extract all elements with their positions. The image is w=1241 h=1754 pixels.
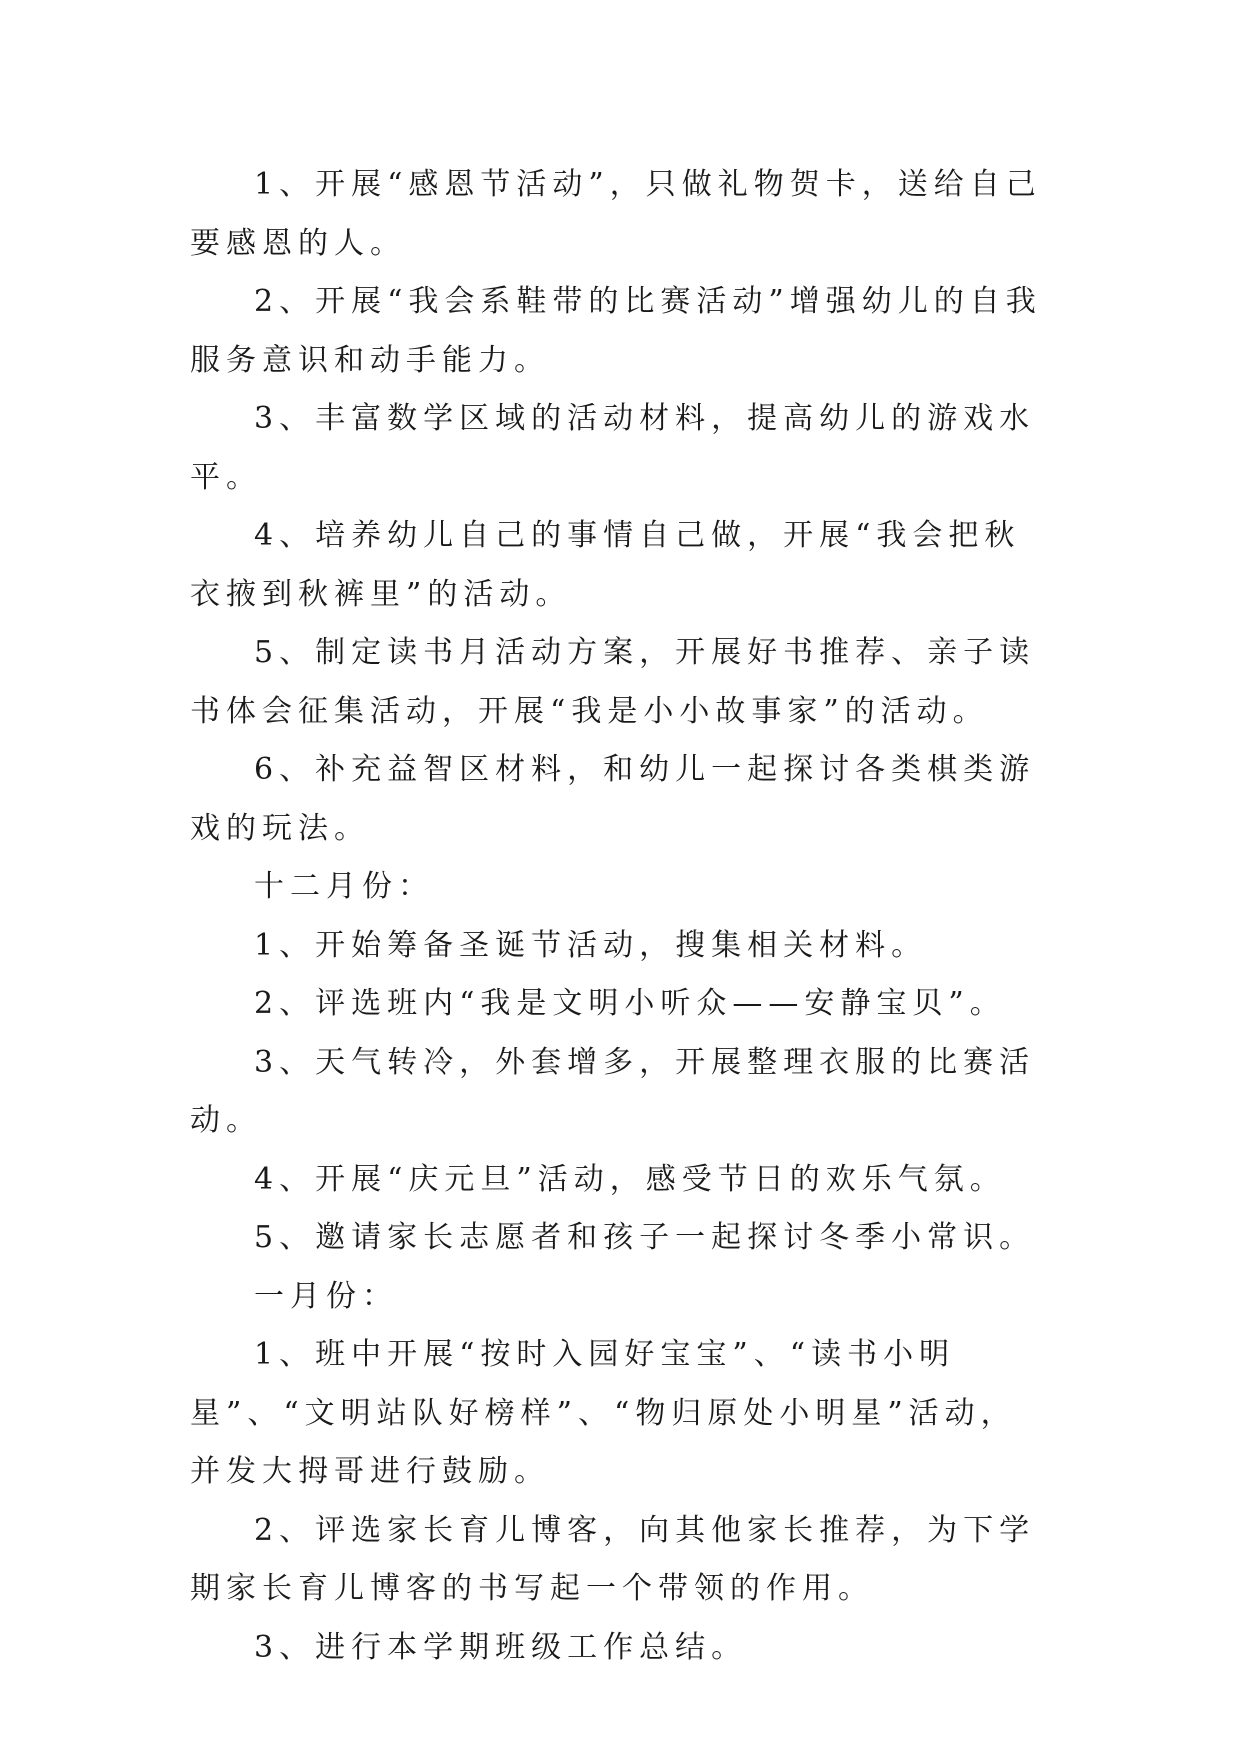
paragraph-dec-3: 3、天气转冷，外套增多，开展整理衣服的比赛活动。: [190, 1044, 1036, 1138]
paragraph-dec-4: 4、开展“庆元旦”活动，感受节日的欢乐气氛。: [254, 1161, 1006, 1197]
paragraph-dec-5: 5、邀请家长志愿者和孩子一起探讨冬季小常识。: [254, 1220, 1036, 1255]
paragraph-dec-2: 2、评选班内“我是文明小听众——安静宝贝”。: [254, 986, 1006, 1021]
paragraph-jan-1: 1、班中开展“按时入园好宝宝”、“读书小明星”、“文明站队好榜样”、“物归原处小明星”活动，并发大拇哥进行鼓励。: [190, 1337, 1017, 1489]
paragraph-jan-3: 3、进行本学期班级工作总结。: [254, 1629, 748, 1665]
paragraph-nov-6: 6、补充益智区材料，和幼儿一起探讨各类棋类游戏的玩法。: [190, 752, 1036, 846]
paragraph-dec-1: 1、开始筹备圣诞节活动，搜集相关材料。: [254, 927, 928, 963]
paragraph-nov-4: 4、培养幼儿自己的事情自己做，开展“我会把秋衣掖到秋裤里”的活动。: [190, 518, 1021, 612]
paragraph-nov-1: 1、开展“感恩节活动”，只做礼物贺卡，送给自己要感恩的人。: [190, 167, 1042, 261]
document-body: [190, 156, 1050, 1677]
paragraph-nov-5: 5、制定读书月活动方案，开展好书推荐、亲子读书体会征集活动，开展“我是小小故事家”的活动。: [190, 635, 1036, 729]
paragraph-jan-2: 2、评选家长育儿博客，向其他家长推荐，为下学期家长育儿博客的书写起一个带领的作用。: [190, 1512, 1036, 1606]
section-heading-january: 一月份：: [254, 1278, 398, 1314]
section-heading-december: 十二月份：: [254, 869, 434, 904]
paragraph-nov-2: 2、开展“我会系鞋带的比赛活动”增强幼儿的自我服务意识和动手能力。: [190, 284, 1042, 378]
paragraph-nov-3: 3、丰富数学区域的活动材料，提高幼儿的游戏水平。: [190, 401, 1036, 495]
